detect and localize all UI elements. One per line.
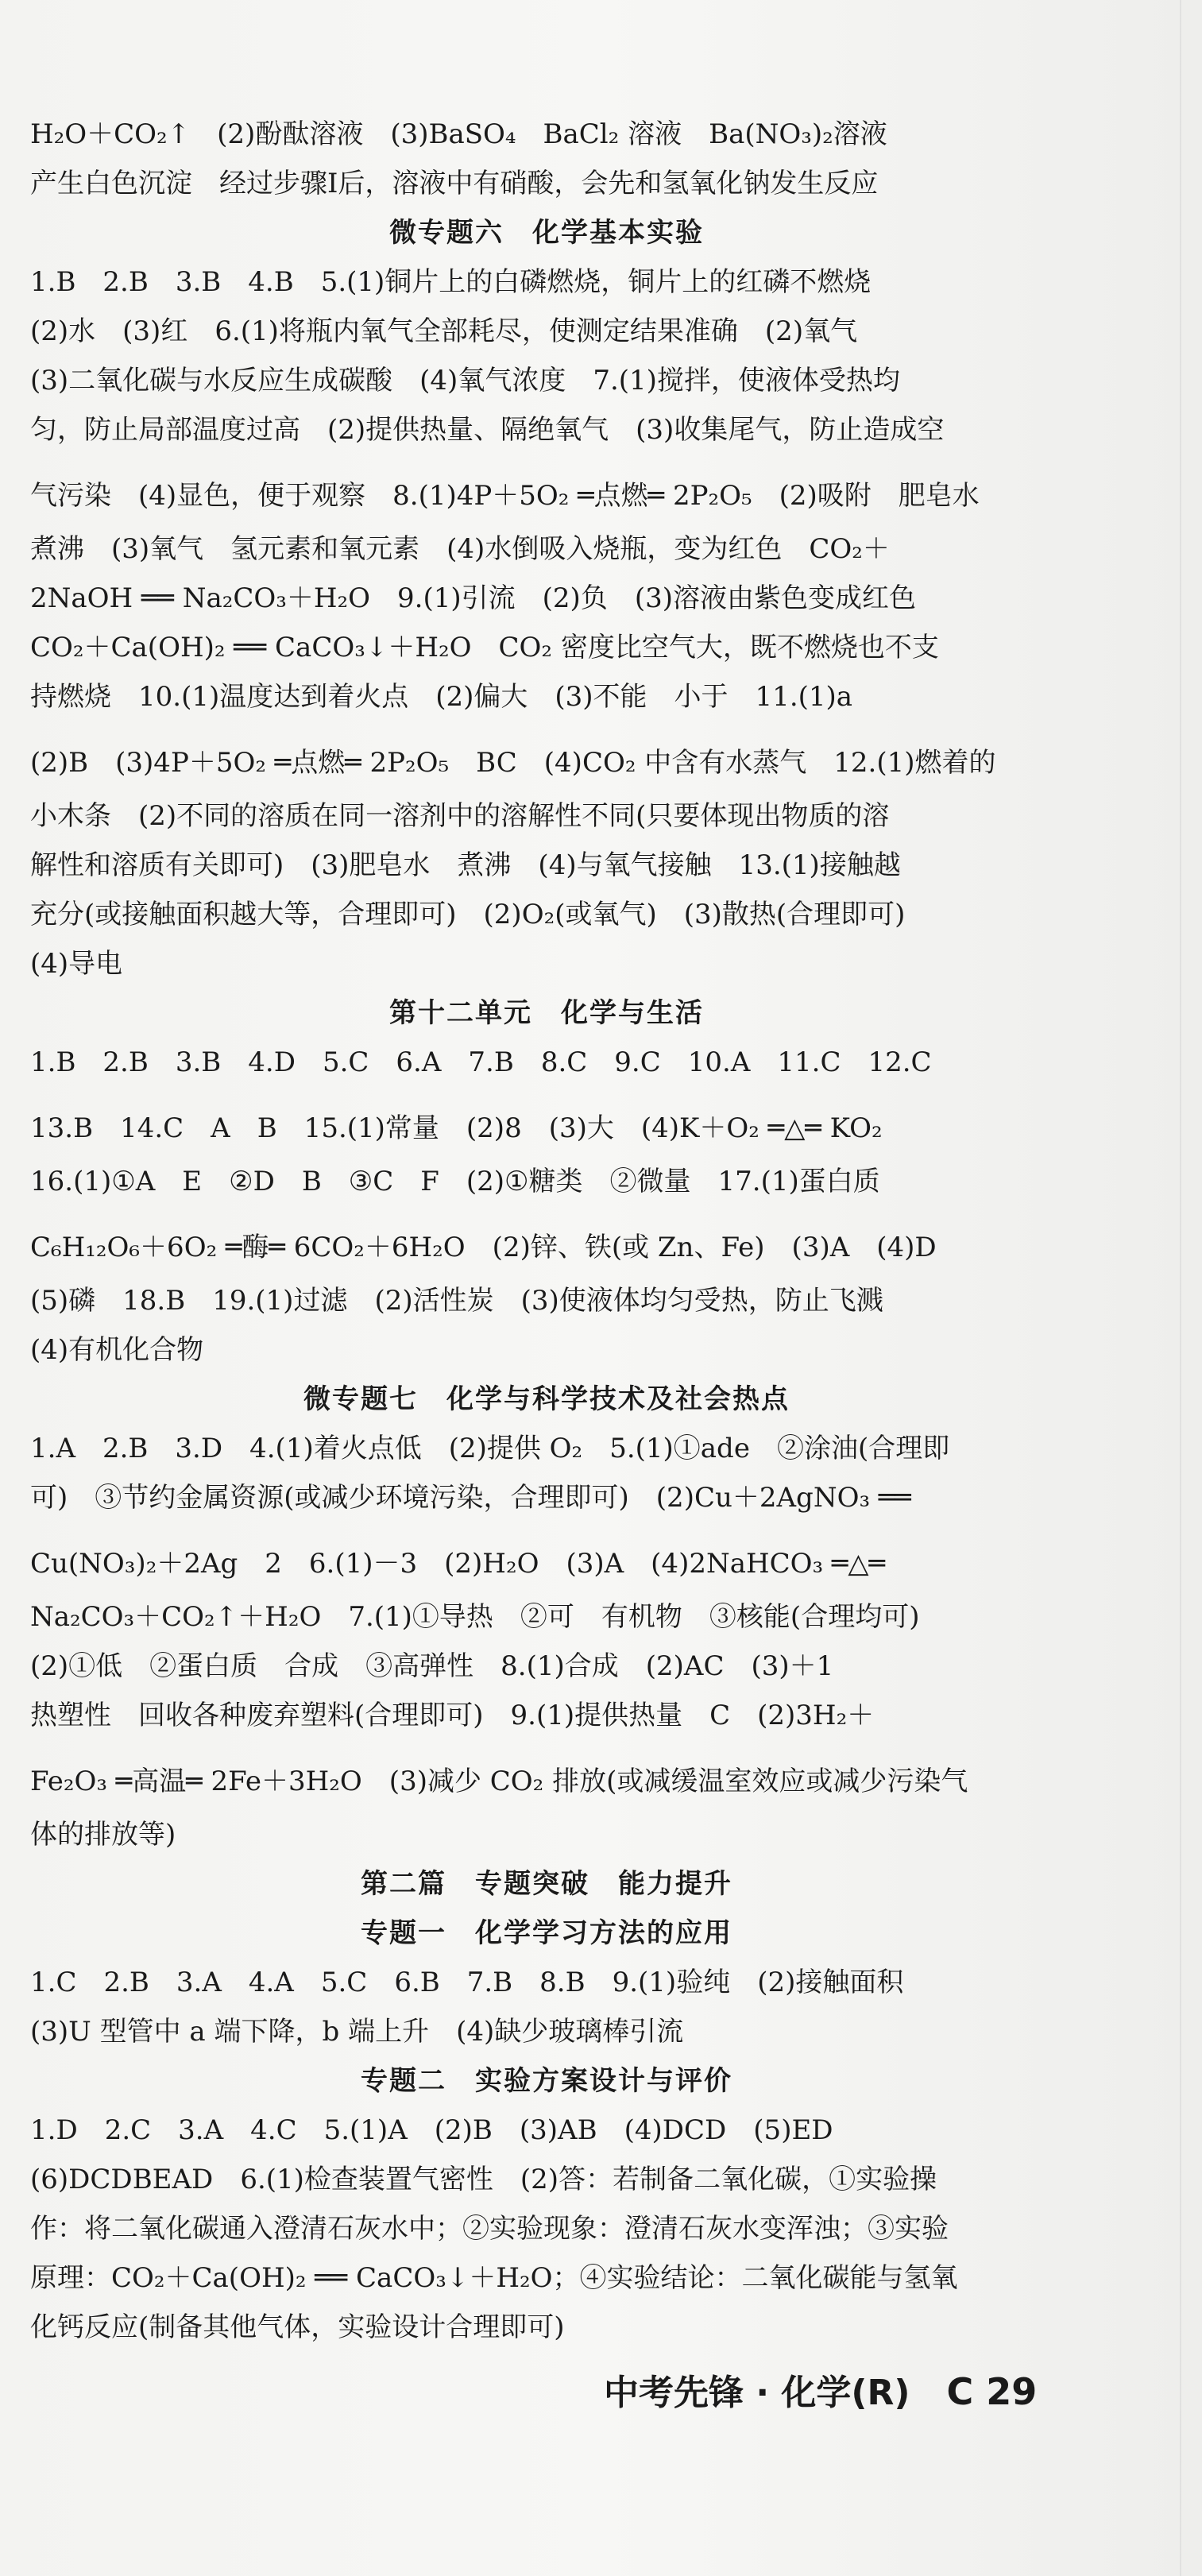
page-edge-shadow (1180, 0, 1181, 2576)
answer-line: 可) ③节约金属资源(或减少环境污染，合理即可) (2)Cu＋2AgNO₃ ══ (30, 1482, 911, 1514)
answer-line: (2)①低 ②蛋白质 合成 ③高弹性 8.(1)合成 (2)AC (3)＋1 (30, 1650, 834, 1682)
answer-line: (2)水 (3)红 6.(1)将瓶内氧气全部耗尽，使测定结果准确 (2)氧气 (30, 315, 858, 347)
answer-line: 1.C 2.B 3.A 4.A 5.C 6.B 7.B 8.B 9.(1)验纯 (2)接触面积 (30, 1967, 904, 1998)
section-heading: 专题二 实验方案设计与评价 (361, 2065, 732, 2097)
answer-line: 持燃烧 10.(1)温度达到着火点 (2)偏大 (3)不能 小于 11.(1)a (30, 681, 853, 713)
answer-line: 化钙反应(制备其他气体，实验设计合理即可) (30, 2311, 565, 2343)
section-heading: 第二篇 专题突破 能力提升 (361, 1868, 732, 1900)
answer-line: (3)U 型管中 a 端下降，b 端上升 (4)缺少玻璃棒引流 (30, 2016, 684, 2048)
answer-line: 13.B 14.C A B 15.(1)常量 (2)8 (3)大 (4)K＋O₂ ═△═ KO₂ (30, 1112, 883, 1144)
answer-line: (5)磷 18.B 19.(1)过滤 (2)活性炭 (3)使液体均匀受热，防止飞溅 (30, 1285, 883, 1317)
answer-line: 匀，防止局部温度过高 (2)提供热量、隔绝氧气 (3)收集尾气，防止造成空 (30, 414, 945, 446)
section-heading: 专题一 化学学习方法的应用 (361, 1917, 732, 1949)
answer-line: 充分(或接触面积越大等，合理即可) (2)O₂(或氧气) (3)散热(合理即可) (30, 899, 906, 930)
answer-line: 1.B 2.B 3.B 4.B 5.(1)铜片上的白磷燃烧，铜片上的红磷不燃烧 (30, 266, 872, 298)
answer-line: 体的排放等) (30, 1819, 176, 1851)
section-heading: 微专题六 化学基本实验 (389, 217, 704, 249)
answer-line: (3)二氧化碳与水反应生成碳酸 (4)氧气浓度 7.(1)搅拌，使液体受热均 (30, 365, 900, 396)
answer-line: 2NaOH ══ Na₂CO₃＋H₂O 9.(1)引流 (2)负 (3)溶液由紫色变成红色 (30, 582, 916, 614)
answer-line: 气污染 (4)显色，便于观察 8.(1)4P＋5O₂ ═点燃═ 2P₂O₅ (2)吸附 肥皂水 (30, 480, 980, 512)
answer-line: (2)B (3)4P＋5O₂ ═点燃═ 2P₂O₅ BC (4)CO₂ 中含有水蒸气 12.(1)燃着的 (30, 747, 996, 779)
answer-line: 解性和溶质有关即可) (3)肥皂水 煮沸 (4)与氧气接触 13.(1)接触越 (30, 849, 901, 881)
answer-line: 产生白色沉淀 经过步骤Ⅰ后，溶液中有硝酸，会先和氢氧化钠发生反应 (30, 168, 879, 199)
section-heading: 微专题七 化学与科学技术及社会热点 (303, 1383, 790, 1415)
answer-line: (4)有机化合物 (30, 1334, 204, 1366)
answer-line: Cu(NO₃)₂＋2Ag 2 6.(1)－3 (2)H₂O (3)A (4)2NaHCO₃ ═△═ (30, 1548, 886, 1580)
answer-line: 热塑性 回收各种废弃塑料(合理即可) 9.(1)提供热量 C (2)3H₂＋ (30, 1700, 875, 1731)
answer-line: 小木条 (2)不同的溶质在同一溶剂中的溶解性不同(只要体现出物质的溶 (30, 800, 890, 832)
answer-line: C₆H₁₂O₆＋6O₂ ═酶═ 6CO₂＋6H₂O (2)锌、铁(或 Zn、Fe) (3)A (4)D (30, 1232, 937, 1263)
answer-line: Fe₂O₃ ═高温═ 2Fe＋3H₂O (3)减少 CO₂ 排放(或减缓温室效应或减少污染气 (30, 1766, 968, 1797)
answer-line: 1.D 2.C 3.A 4.C 5.(1)A (2)B (3)AB (4)DCD (5)ED (30, 2114, 833, 2146)
answer-line: 原理：CO₂＋Ca(OH)₂ ══ CaCO₃↓＋H₂O；④实验结论：二氧化碳能与氢氧 (30, 2262, 958, 2294)
answer-content (30, 110, 1063, 2352)
answer-line: (4)导电 (30, 948, 123, 980)
answer-line: CO₂＋Ca(OH)₂ ══ CaCO₃↓＋H₂O CO₂ 密度比空气大，既不燃烧也不支 (30, 632, 939, 663)
section-heading: 第十二单元 化学与生活 (389, 997, 704, 1029)
answer-line: H₂O＋CO₂↑ (2)酚酞溶液 (3)BaSO₄ BaCl₂ 溶液 Ba(NO₃)₂溶液 (30, 118, 887, 150)
answer-line: Na₂CO₃＋CO₂↑＋H₂O 7.(1)①导热 ②可 有机物 ③核能(合理均可) (30, 1601, 920, 1633)
answer-line: 1.A 2.B 3.D 4.(1)着火点低 (2)提供 O₂ 5.(1)①ade ②涂油(合理即 (30, 1433, 950, 1464)
answer-line: 作：将二氧化碳通入澄清石灰水中；②实验现象：澄清石灰水变浑浊；③实验 (30, 2213, 949, 2245)
answer-line: 16.(1)①A E ②D B ③C F (2)①糖类 ②微量 17.(1)蛋白质 (30, 1166, 880, 1197)
page-footer (604, 2364, 1037, 2415)
footer-book-title: 中考先锋 · 化学(R) (604, 2373, 910, 2413)
answer-line: 煮沸 (3)氧气 氢元素和氧元素 (4)水倒吸入烧瓶，变为红色 CO₂＋ (30, 533, 890, 565)
answer-line: (6)DCDBEAD 6.(1)检查装置气密性 (2)答：若制备二氧化碳，①实验操 (30, 2164, 937, 2195)
answer-line: 1.B 2.B 3.B 4.D 5.C 6.A 7.B 8.C 9.C 10.A 11.C 12.C (30, 1046, 932, 1078)
footer-page-code: C 29 (946, 2370, 1038, 2413)
